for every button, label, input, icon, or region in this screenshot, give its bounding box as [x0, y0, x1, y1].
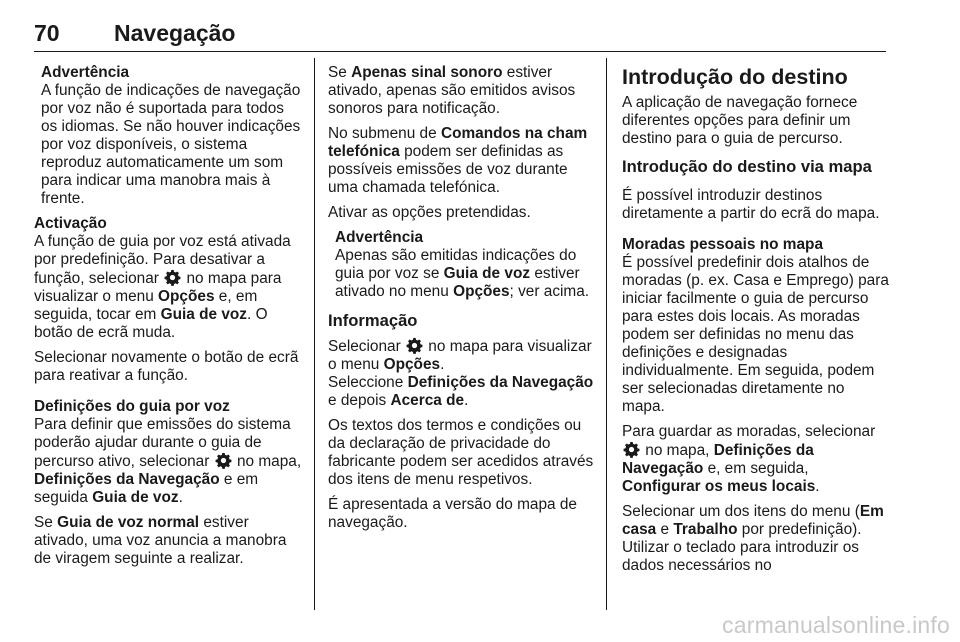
watermark: carmanualsonline.info — [722, 612, 950, 638]
warning-box — [328, 229, 594, 301]
map-entry-heading: Introdução do destino via mapa — [622, 157, 872, 176]
voice-settings-paragraph: Para definir que emissões do sistema poderão ajudar durante o guia de percurso ativo, selecionar no mapa, Definições da Navegação e em seguida Guia de voz. — [34, 416, 302, 506]
select-item-paragraph: Selecionar um dos itens do menu (Em casa e Trabalho por predefinição). Utilizar o teclado para introduzir os dados necessários no — [622, 503, 884, 574]
gear-icon — [164, 269, 181, 286]
home-addresses-paragraph: É possível predefinir dois atalhos de moradas (p. ex. Casa e Emprego) para iniciar facilmente o guia de percurso para estes dois locais. As moradas podem ser definidas no menu das definições e designadas individualmente. Em seguida, podem ser selecionadas diretamente no mapa. — [622, 254, 889, 415]
terms-paragraph: Os textos dos termos e condições ou da declaração de privacidade do fabricante podem ser acedidos através dos itens de menu respetivos. — [328, 417, 594, 488]
gear-icon — [215, 452, 232, 469]
column-divider-1 — [314, 58, 315, 610]
reactivate-paragraph: Selecionar novamente o botão de ecrã para reativar a função. — [34, 349, 299, 384]
info-heading: Informação — [328, 311, 418, 330]
call-commands-paragraph: No submenu de Comandos na cham telefónica podem ser definidas as possíveis emissões de voz durante uma chamada telefónica. — [328, 125, 588, 196]
intro-paragraph: A aplicação de navegação fornece diferentes opções para definir um destino para o guia de percurso. — [622, 94, 858, 147]
normal-voice-paragraph: Se Guia de voz normal estiver ativado, uma voz anuncia a manobra de viragem seguinte a realizar. — [34, 514, 287, 567]
activation-heading: Activação — [34, 215, 107, 232]
page-number: 70 — [34, 20, 60, 46]
voice-settings-heading: Definições do guia por voz — [34, 398, 230, 415]
warning-box — [34, 64, 302, 208]
warning-title: Advertência — [41, 64, 130, 81]
page-header — [34, 20, 886, 52]
warning-title: Advertência — [335, 229, 424, 246]
header-rule — [34, 51, 886, 52]
home-addresses-heading: Moradas pessoais no mapa — [622, 236, 824, 253]
column-1 — [34, 64, 302, 575]
column-3 — [622, 64, 890, 582]
gear-icon — [623, 441, 640, 458]
gear-icon — [406, 337, 423, 354]
activation-paragraph: A função de guia por voz está ativada por predefinição. Para desativar a função, selecionar no mapa para visualizar o menu Opções e, em seguida, tocar em Guia de voz. O botão de ecrã muda. — [34, 233, 291, 341]
warning-text: A função de indicações de navegação por voz não é suportada para todos os idiomas. Se não houver indicações por voz disponíveis, o sistema reproduz automaticamente um som para indicar uma manobra mais à frente. — [41, 82, 301, 207]
intro-heading: Introdução do destino — [622, 65, 848, 89]
section-title: Navegação — [114, 20, 236, 46]
warning-text: Apenas são emitidas indicações do guia por voz se Guia de voz estiver ativado no menu Opções; ver acima. — [335, 247, 590, 300]
sound-only-paragraph: Se Apenas sinal sonoro estiver ativado, apenas são emitidos avisos sonoros para notificação. — [328, 64, 576, 117]
save-addresses-paragraph: Para guardar as moradas, selecionar no mapa, Definições da Navegação e, em seguida, Configurar os meus locais. — [622, 423, 876, 495]
column-2 — [328, 64, 594, 539]
map-entry-paragraph: É possível introduzir destinos diretamente a partir do ecrã do mapa. — [622, 187, 880, 222]
info-paragraph: Selecionar no mapa para visualizar o menu Opções. Seleccione Definições da Navegação e depois Acerca de. — [328, 338, 594, 409]
column-divider-2 — [606, 58, 607, 610]
version-paragraph: É apresentada a versão do mapa de navegação. — [328, 496, 577, 531]
activate-options-paragraph: Ativar as opções pretendidas. — [328, 204, 531, 221]
